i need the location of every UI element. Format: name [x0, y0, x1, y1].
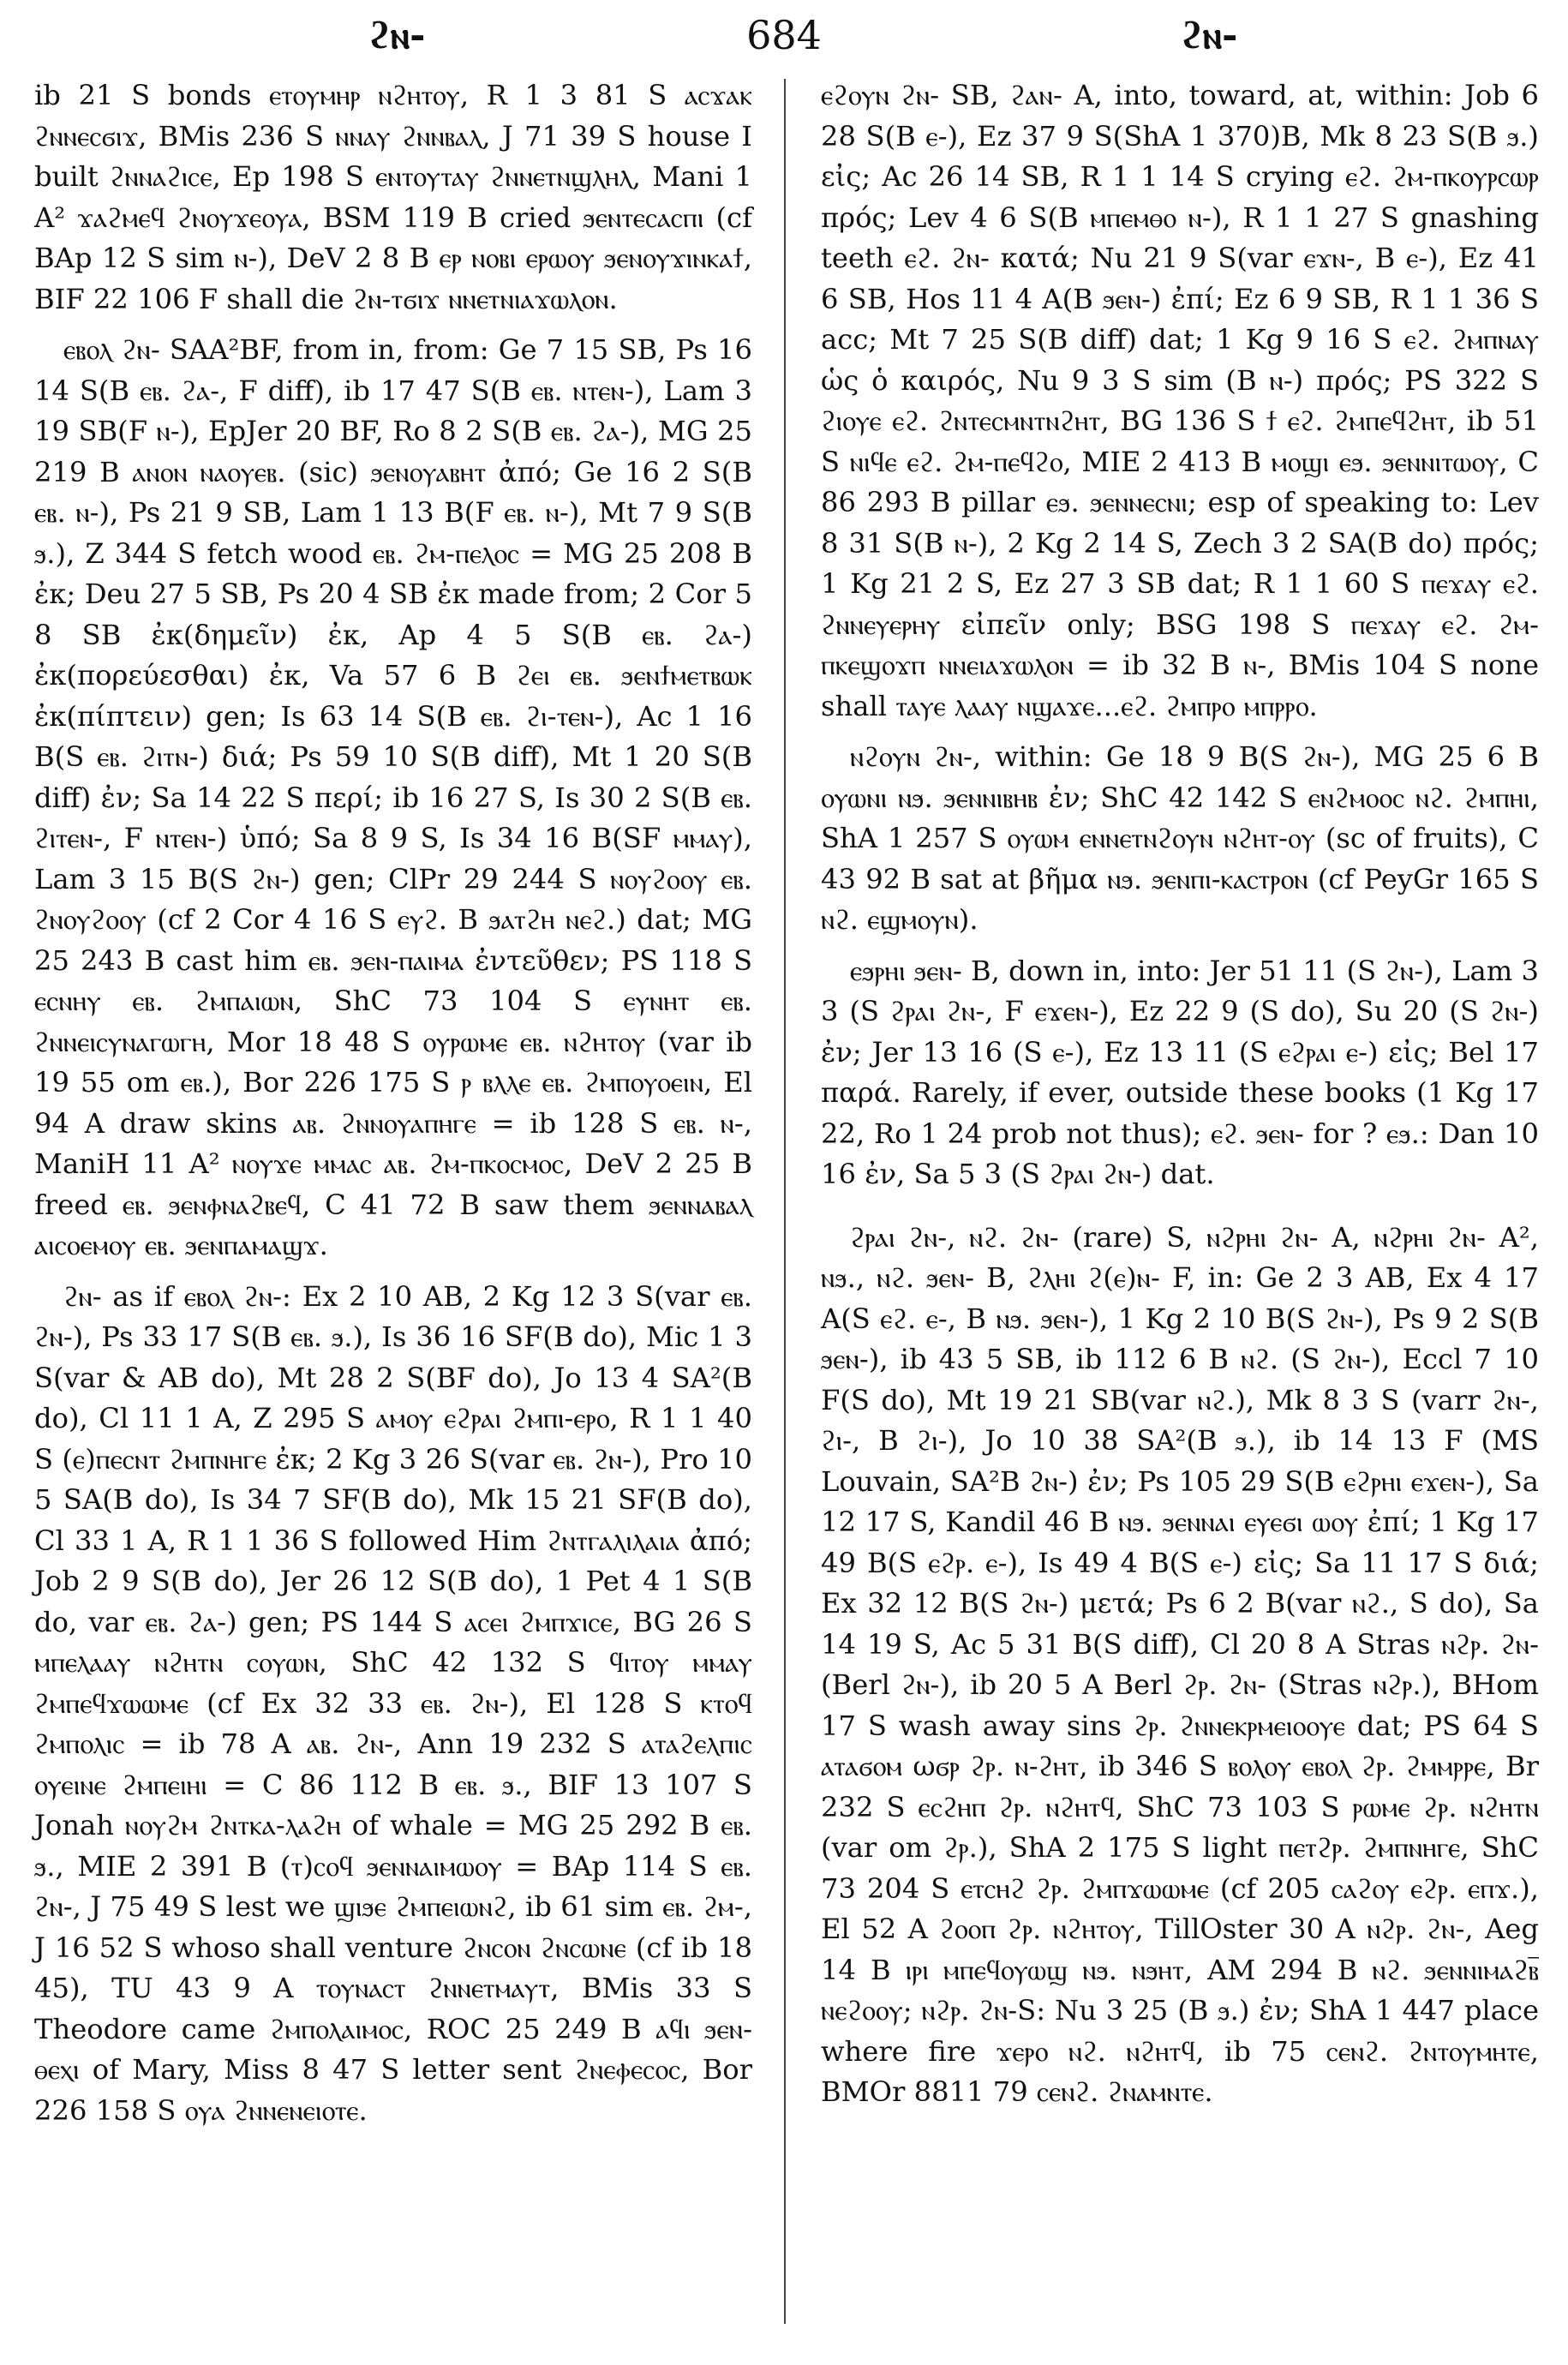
right-running-headword: ϩⲛ- [1181, 14, 1238, 57]
entry-ekhrei-khen: ⲉϧⲣⲏⲓ ϧⲉⲛ- B, down in, into: Jer 51 11 (S ϩⲛ-), Lam 3 3 (S ϩⲣⲁⲓ ϩⲛ-, F ⲉϫⲉⲛ-), Ez 22 9 (S do), Su 20 (S ϩⲛ-) ἐν; Jer 13 16 (S ⲉ-), Ez 13 11 (S ⲉϩⲣⲁⲓ ⲉ-) εἰς; Bel 17 παρά. Rarely, if ever, outside these books (1 Kg 17 22, Ro 1 24 prob not thus); ⲉϩ. ϧⲉⲛ- for ? ⲉϧ.: Dan 10 16 ἐν, Sa 5 3 (S ϩⲣⲁⲓ ϩⲛ-) dat. [821, 954, 1539, 1190]
entry-hn-as-ebol: ϩⲛ- as if ⲉⲃⲟⲗ ϩⲛ-: Ex 2 10 AB, 2 Kg 12 3 S(var ⲉⲃ. ϩⲛ-), Ps 33 17 S(B ⲉⲃ. ϧ.), Is 36 16 SF(B do), Mic 1 3 S(var & AB do), Mt 28 2 S(BF do), Jo 13 4 SA²(B do), Cl 11 1 A, Z 295 S ⲁⲙⲟⲩ ⲉϩⲣⲁⲓ ϩⲙⲡⲓ-ⲉⲣⲟ, R 1 1 40 S (ⲉ)ⲡⲉⲥⲛⲧ ϩⲙⲡⲛⲏⲅⲉ ἐκ; 2 Kg 3 26 S(var ⲉⲃ. ϩⲛ-), Pro 10 5 SA(B do), Is 34 7 SF(B do), Mk 15 21 SF(B do), Cl 33 1 A, R 1 1 36 S followed Him ϩⲛⲧⲅⲁⲗⲓⲗⲁⲓⲁ ἀπό; Job 2 9 S(B do), Jer 26 12 S(B do), 1 Pet 4 1 S(B do, var ⲉⲃ. ϩⲁ-) gen; PS 144 S ⲁⲥⲉⲓ ϩⲙⲡϫⲓⲥⲉ, BG 26 S ⲙⲡⲉⲗⲁⲁⲩ ⲛϩⲏⲧⲛ ⲥⲟⲩⲱⲛ, ShC 42 132 S ϥⲓⲧⲟⲩ ⲙⲙⲁⲩ ϩⲙⲡⲉϥϫⲱⲱⲙⲉ (cf Ex 32 33 ⲉⲃ. ϩⲛ-), El 128 S ⲕⲧⲟϥ ϩⲙⲡⲟⲗⲓⲥ = ib 78 A ⲁⲃ. ϩⲛ-, Ann 19 232 S ⲁⲧⲁϩⲉⲗⲡⲓⲥ ⲟⲩⲉⲓⲛⲉ ϩⲙⲡⲉⲓⲏⲓ = C 86 112 B ⲉⲃ. ϧ., BIF 13 107 S Jonah ⲛⲟⲩϩⲙ ϩⲛⲧⲕⲁ-ⲗⲁϩⲏ of whale = MG 25 292 B ⲉⲃ. ϧ., MIE 2 391 B (ⲧ)ⲥⲟϥ ϧⲉⲛⲛⲁⲓⲙⲱⲟⲩ = BAp 114 S ⲉⲃ. ϩⲛ-, J 75 49 S lest we ϣⲓϧⲉ ϩⲙⲡⲉⲓⲱⲛϩ, ib 61 sim ⲉⲃ. ϩⲙ-, J 16 52 S whoso shall venture ϩⲛⲥⲟⲛ ϩⲛⲥⲱⲛⲉ (cf ib 18 45), TU 43 9 A ⲧⲟⲩⲛⲁⲥⲧ ϩⲛⲛⲉⲧⲙⲁⲩⲧ, BMis 33 S Theodore came ϩⲙⲡⲟⲗⲁⲓⲙⲟⲥ, ROC 25 249 B ⲁϥⲓ ϧⲉⲛ-ⲑⲉⲭⲓ of Mary, Miss 8 47 S letter sent ϩⲛⲉⲫⲉⲥⲟⲥ, Bor 226 158 S ⲟⲩⲁ ϩⲛⲛⲉⲛⲉⲓⲟⲧⲉ. [34, 1279, 752, 2127]
page-number: 684 [746, 12, 822, 58]
column-divider [784, 79, 786, 2324]
page-header [0, 7, 1568, 69]
entry-hrai-hn: ϩⲣⲁⲓ ϩⲛ-, ⲛϩ. ϩⲛ- (rare) S, ⲛϩⲣⲏⲓ ϩⲛ- A, ⲛϩⲣⲏⲓ ϩⲛ- A², ⲛϧ., ⲛϩ. ϧⲉⲛ- B, ϩⲗⲏⲓ ϩ(ⲉ)ⲛ- F, in: Ge 2 3 AB, Ex 4 17 A(S ⲉϩ. ⲉ-, B ⲛϧ. ϧⲉⲛ-), 1 Kg 2 10 B(S ϩⲛ-), Ps 9 2 S(B ϧⲉⲛ-), ib 43 5 SB, ib 112 6 B ⲛϩ. (S ϩⲛ-), Eccl 7 10 F(S do), Mt 19 21 SB(var ⲛϩ.), Mk 8 3 S (varr ϩⲛ-, ϩⲓ-, B ϩⲓ-), Jo 10 38 SA²(B ϧ.), ib 14 13 F (MS Louvain, SA²B ϩⲛ-) ἐν; Ps 105 29 S(B ⲉϩⲣⲏⲓ ⲉϫⲉⲛ-), Sa 12 17 S, Kandil 46 B ⲛϧ. ϧⲉⲛⲛⲁⲓ ⲉⲩⲉϭⲓ ⲱⲟⲩ ἐπί; 1 Kg 17 49 B(S ⲉϩⲣ. ⲉ-), Is 49 4 B(S ⲉ-) εἰς; Sa 11 17 S διά; Ex 32 12 B(S ϩⲛ-) μετά; Ps 6 2 B(var ⲛϩ., S do), Sa 14 19 S, Ac 5 31 B(S diff), Cl 20 8 A Stras ⲛϩⲣ. ϩⲛ- (Berl ϩⲛ-), ib 20 5 A Berl ϩⲣ. ϩⲛ- (Stras ⲛϩⲣ.), BHom 17 S wash away sins ϩⲣ. ϩⲛⲛⲉⲕⲣⲙⲉⲓⲟⲟⲩⲉ dat; PS 64 S ⲁⲧⲁϭⲟⲙ ωϭⲣ ϩⲣ. ⲛ-ϩⲏⲧ, ib 346 S ⲃⲟⲗⲟⲩ ⲉⲃⲟⲗ ϩⲣ. ϩⲙⲙⲣⲣⲉ, Br 232 S ⲉⲥϩⲏⲡ ϩⲣ. ⲛϩⲏⲧϥ, ShC 73 103 S ⲣⲱⲙⲉ ϩⲣ. ⲛϩⲏⲧⲛ (var om ϩⲣ.), ShA 2 175 S light ⲡⲉⲧϩⲣ. ϩⲙⲡⲛⲏⲅⲉ, ShC 73 204 S ⲉⲧⲥⲏϩ ϩⲣ. ϩⲙⲡϫⲱⲱⲙⲉ (cf 205 ⲥⲁϩⲟⲩ ⲉϩⲣ. ⲉⲡϫ.), El 52 A ϩⲟⲟⲡ ϩⲣ. ⲛϩⲏⲧⲟⲩ, TillOster 30 A ⲛϩⲣ. ϩⲛ-, Aeg 14 B ⲓⲣⲓ ⲙⲡⲉϥⲟⲩⲱϣ ⲛϧ. ⲛϧⲏⲧ, AM 294 B ⲛϩ. ϧⲉⲛⲛⲓⲙⲁϩⲃ̅ ⲛⲉϩⲟⲟⲩ; ⲛϩⲣ. ϩⲛ-S: Nu 3 25 (B ϧ.) ἐν; ShA 1 447 place where fire ϫⲉⲣⲟ ⲛϩ. ⲛϩⲏⲧϥ, ib 75 ⲥⲉⲛϩ. ϩⲛⲧⲟⲩⲙⲏⲧⲉ, BMOr 8811 79 ⲥⲉⲛϩ. ϩⲛⲁⲙⲛⲧⲉ. [821, 1220, 1539, 2108]
entry-ehoun-hn: ⲉϩⲟⲩⲛ ϩⲛ- SB, ϩⲁⲛ- A, into, toward, at, within: Job 6 28 S(B ⲉ-), Ez 37 9 S(ShA 1 370)B, Mk 8 23 S(B ϧ.) εἰς; Ac 26 14 SB, R 1 1 14 S crying ⲉϩ. ϩⲙ-ⲡⲕⲟⲩⲣⲥⲱⲣ πρός; Lev 4 6 S(B ⲙⲡⲉⲙⲑⲟ ⲛ-), R 1 1 27 S gnashing teeth ⲉϩ. ϩⲛ- κατά; Nu 21 9 S(var ⲉϫⲛ-, B ⲉ-), Ez 41 6 SB, Hos 11 4 A(B ϧⲉⲛ-) ἐπί; Ez 6 9 SB, R 1 1 36 S acc; Mt 7 25 S(B diff) dat; 1 Kg 9 16 S ⲉϩ. ϩⲙⲡⲛⲁⲩ ὡς ὁ καιρός, Nu 9 3 S sim (B ⲛ-) πρός; PS 322 S ϩⲓⲟⲩⲉ ⲉϩ. ϩⲛⲧⲉⲥⲙⲛⲧⲛϩⲏⲧ, BG 136 S ϯ ⲉϩ. ϩⲙⲡⲉϥϩⲏⲧ, ib 51 S ⲛⲓϥⲉ ⲉϩ. ϩⲙ-ⲡⲉϥϩⲟ, MIE 2 413 B ⲙⲟϣⲓ ⲉϧ. ϧⲉⲛⲛⲓⲧⲱⲟⲩ, C 86 293 B pillar ⲉϧ. ϧⲉⲛⲛⲉⲥⲛⲓ; esp of speaking to: Lev 8 31 S(B ⲛ-), 2 Kg 2 14 S, Zech 3 2 SA(B do) πρός; 1 Kg 21 2 S, Ez 27 3 SB dat; R 1 1 60 S ⲡⲉϫⲁⲩ ⲉϩ. ϩⲛⲛⲉⲩⲉⲣⲏⲩ εἰπεῖν only; BSG 198 S ⲡⲉϫⲁⲩ ⲉϩ. ϩⲙ-ⲡⲕⲉϣⲟϫⲡ ⲛⲛⲉⲓⲁϫⲱⲗⲟⲛ = ib 32 B ⲛ-, BMis 104 S none shall ⲧⲁⲩⲉ ⲗⲁⲁⲩ ⲛϣⲁϫⲉ...ⲉϩ. ϩⲙⲡⲣⲟ ⲙⲡⲣⲣⲟ. [821, 79, 1539, 722]
right-column [821, 75, 1539, 2123]
left-running-headword: ϩⲛ- [368, 14, 426, 57]
entry-ebol-hn: ⲉⲃⲟⲗ ϩⲛ- SAA²BF, from in, from: Ge 7 15 SB, Ps 16 14 S(B ⲉⲃ. ϩⲁ-, F diff), ib 17 47 S(B ⲉⲃ. ⲛⲧⲉⲛ-), Lam 3 19 SB(F ⲛ-), EpJer 20 BF, Ro 8 2 S(B ⲉⲃ. ϩⲁ-), MG 25 219 B ⲁⲛⲟⲛ ⲛⲁⲟⲩⲉⲃ. (sic) ϧⲉⲛⲟⲩⲁⲃⲏⲧ ἀπό; Ge 16 2 S(B ⲉⲃ. ⲛ-), Ps 21 9 SB, Lam 1 13 B(F ⲉⲃ. ⲛ-), Mt 7 9 S(B ϧ.), Z 344 S fetch wood ⲉⲃ. ϩⲙ-ⲡⲉⲗⲟⲥ = MG 25 208 B ἐκ; Deu 27 5 SB, Ps 20 4 SB ἐκ made from; 2 Cor 5 8 SB ἐκ(δημεῖν) ἐκ, Ap 4 5 S(B ⲉⲃ. ϩⲁ-) ἐκ(πορεύεσθαι) ἐκ, Va 57 6 B ϩⲉⲓ ⲉⲃ. ϧⲉⲛϯⲙⲉⲧⲃⲱⲕ ἐκ(πίπτειν) gen; Is 63 14 S(B ⲉⲃ. ϩⲓ-ⲧⲉⲛ-), Ac 1 16 B(S ⲉⲃ. ϩⲓⲧⲛ-) διά; Ps 59 10 S(B diff), Mt 1 20 S(B diff) ἐν; Sa 14 22 S περί; ib 16 27 S, Is 30 2 S(B ⲉⲃ. ϩⲓⲧⲉⲛ-, F ⲛⲧⲉⲛ-) ὑπό; Sa 8 9 S, Is 34 16 B(SF ⲙⲙⲁⲩ), Lam 3 15 B(S ϩⲛ-) gen; ClPr 29 244 S ⲛⲟⲩϩⲟⲟⲩ ⲉⲃ. ϩⲛⲟⲩϩⲟⲟⲩ (cf 2 Cor 4 16 S ⲉⲩϩ. B ϧⲁⲧϩⲏ ⲛⲉϩ.) dat; MG 25 243 B cast him ⲉⲃ. ϧⲉⲛ-ⲡⲁⲓⲙⲁ ἐντεῦθεν; PS 118 S ⲉⲥⲛⲏⲩ ⲉⲃ. ϩⲙⲡⲁⲓⲱⲛ, ShC 73 104 S ⲉⲩⲛⲏⲧ ⲉⲃ. ϩⲛⲛⲉⲓⲥⲩⲛⲁⲅⲱⲅⲏ, Mor 18 48 S ⲟⲩⲣⲱⲙⲉ ⲉⲃ. ⲛϩⲏⲧⲟⲩ (var ib 19 55 om ⲉⲃ.), Bor 226 175 S ⲣ ⲃⲗⲗⲉ ⲉⲃ. ϩⲙⲡⲟⲩⲟⲉⲓⲛ, El 94 A draw skins ⲁⲃ. ϩⲛⲛⲟⲩⲁⲡⲏⲅⲉ = ib 128 S ⲉⲃ. ⲛ-, ManiH 11 A² ⲛⲟⲩϫⲉ ⲙⲙⲁⲥ ⲁⲃ. ϩⲙ-ⲡⲕⲟⲥⲙⲟⲥ, DeV 2 25 B freed ⲉⲃ. ϧⲉⲛⲫⲛⲁϩⲃⲉϥ, C 41 72 B saw them ϧⲉⲛⲛⲁⲃⲁⲗ ⲁⲓⲥⲟⲉⲙⲟⲩ ⲉⲃ. ϧⲉⲛⲡⲁⲙⲁϣϫ. [34, 333, 752, 1261]
entry-paragraph: ib 21 S bonds ⲉⲧⲟⲩⲙⲏⲣ ⲛϩⲏⲧⲟⲩ, R 1 3 81 S ⲁⲥϫⲁⲕ ϩⲛⲛⲉⲥϭⲓϫ, BMis 236 S ⲛⲛⲁⲩ ϩⲛⲛⲃⲁⲗ, J 71 39 S house I built ϩⲛⲛⲁϩⲓⲥⲉ, Ep 198 S ⲉⲛⲧⲟⲩⲧⲁⲩ ϩⲛⲛⲉⲧⲛϣⲗⲏⲗ, Mani 1 A² ϫⲁϩⲙⲉϥ ϩⲛⲟⲩϫⲉⲟⲩⲁ, BSM 119 B cried ϧⲉⲛⲧⲉⲥⲁⲥⲡⲓ (cf BAp 12 S sim ⲛ-), DeV 2 8 B ⲉⲣ ⲛⲟⲃⲓ ⲉⲣⲱⲟⲩ ϧⲉⲛⲟⲩϫⲓⲛⲕⲁϯ, BIF 22 106 F shall die ϩⲛ-ⲧϭⲓϫ ⲛⲛⲉⲧⲛⲓⲁϫⲱⲗⲟⲛ. [34, 79, 752, 315]
entry-nhoun-hn: ⲛϩⲟⲩⲛ ϩⲛ-, within: Ge 18 9 B(S ϩⲛ-), MG 25 6 B ⲟⲩⲱⲛⲓ ⲛϧ. ϧⲉⲛⲛⲓⲃⲏⲃ ἐν; ShC 42 142 S ⲉⲛϩⲙⲟⲟⲥ ⲛϩ. ϩⲙⲡⲏⲓ, ShA 1 257 S ⲟⲩⲱⲙ ⲉⲛⲛⲉⲧⲛϩⲟⲩⲛ ⲛϩⲏⲧ-ⲟⲩ (sc of fruits), C 43 92 B sat at βῆμα ⲛϧ. ϧⲉⲛⲡⲓ-ⲕⲁⲥⲧⲣⲟⲛ (cf PeyGr 165 S ⲛϩ. ⲉϣⲙⲟⲩⲛ). [821, 740, 1539, 936]
left-column [34, 75, 752, 2141]
